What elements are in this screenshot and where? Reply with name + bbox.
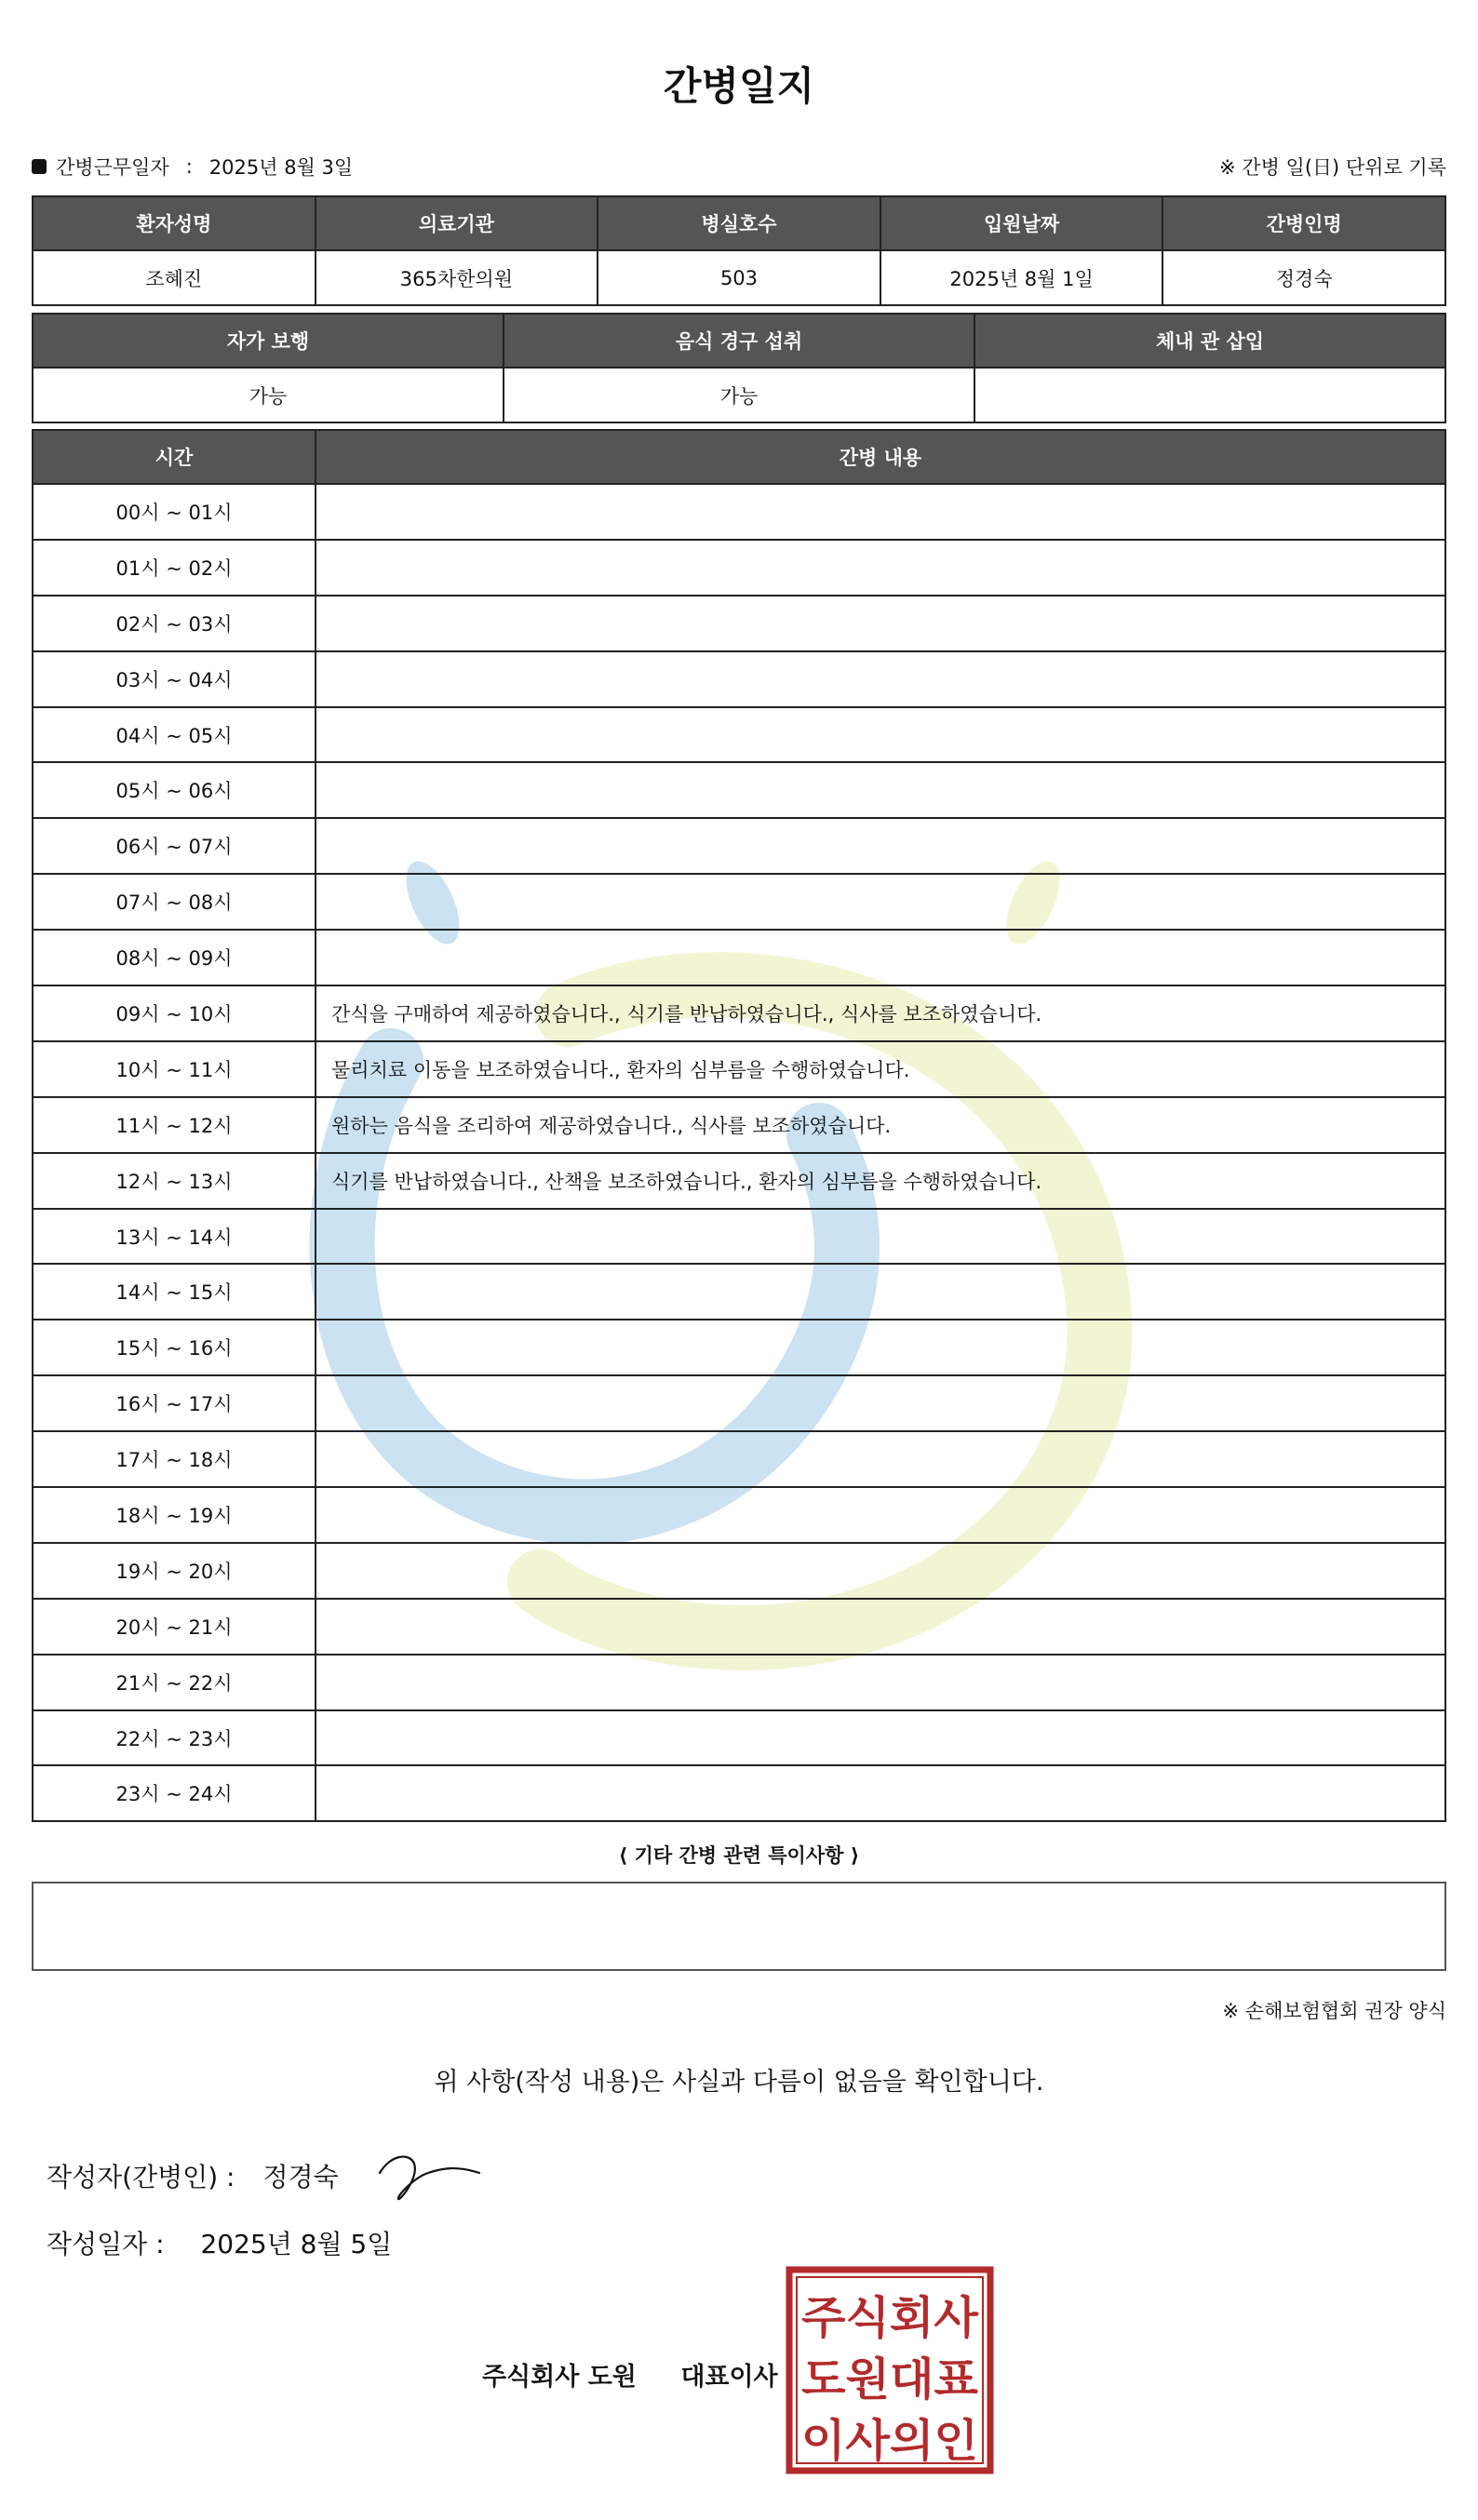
institution: 365차한의원 (316, 250, 598, 305)
care-content-cell (316, 651, 1445, 707)
table-row (33, 1543, 1445, 1599)
write-date-label: 작성일자 : (47, 2229, 165, 2259)
time-slot: 02시 ~ 03시 (33, 596, 316, 651)
header-self-walking: 자가 보행 (33, 314, 504, 368)
time-slot: 21시 ~ 22시 (33, 1655, 316, 1710)
table-row (33, 818, 1445, 874)
time-slot: 17시 ~ 18시 (33, 1431, 316, 1487)
work-date-separator: : (185, 155, 193, 178)
table-row (33, 1209, 1445, 1265)
care-content-cell: 원하는 음식을 조리하여 제공하였습니다., 식사를 보조하였습니다. (316, 1097, 1445, 1153)
handwritten-signature (372, 2145, 484, 2210)
care-log-body (33, 484, 1445, 1821)
care-content-cell (316, 1431, 1445, 1487)
time-slot: 18시 ~ 19시 (33, 1487, 316, 1543)
self-walking-value: 가능 (33, 368, 504, 422)
care-content-cell: 식기를 반납하였습니다., 산책을 보조하였습니다., 환자의 심부름을 수행하였습니다. (316, 1153, 1445, 1209)
time-slot: 20시 ~ 21시 (33, 1599, 316, 1655)
header-admission-date: 입원날짜 (880, 196, 1163, 250)
table-row (33, 1375, 1445, 1431)
care-content-cell (316, 1209, 1445, 1265)
care-content-cell (316, 484, 1445, 540)
care-content-cell (316, 818, 1445, 874)
header-caregiver-name: 간병인명 (1162, 196, 1445, 250)
time-slot: 07시 ~ 08시 (33, 874, 316, 930)
time-slot: 13시 ~ 14시 (33, 1209, 316, 1265)
time-slot: 12시 ~ 13시 (33, 1153, 316, 1209)
care-content-cell (316, 707, 1445, 763)
time-slot: 00시 ~ 01시 (33, 484, 316, 540)
table-row (33, 874, 1445, 930)
svg-text:이사의인: 이사의인 (801, 2415, 978, 2467)
time-slot: 04시 ~ 05시 (33, 707, 316, 763)
patient-status-table (32, 313, 1446, 423)
care-content-cell (316, 1599, 1445, 1655)
company-seal-stamp (786, 2266, 994, 2474)
care-content-cell (316, 596, 1445, 651)
table-row (33, 1097, 1445, 1153)
svg-text:도원대표: 도원대표 (801, 2353, 979, 2406)
time-slot: 05시 ~ 06시 (33, 762, 316, 818)
time-slot: 11시 ~ 12시 (33, 1097, 316, 1153)
time-slot: 22시 ~ 23시 (33, 1710, 316, 1766)
oral-intake-value: 가능 (504, 368, 974, 422)
table-row (33, 1320, 1445, 1375)
patient-info-table (32, 195, 1446, 306)
header-tube-insertion: 체내 관 삽입 (974, 314, 1445, 368)
write-date-value: 2025년 8월 5일 (200, 2229, 393, 2259)
special-notes-box (32, 1882, 1446, 1971)
caregiver-name: 정경숙 (1162, 250, 1445, 305)
care-content-cell (316, 540, 1445, 596)
care-content-cell (316, 1765, 1445, 1821)
time-slot: 01시 ~ 02시 (33, 540, 316, 596)
table-row (33, 762, 1445, 818)
header-oral-intake: 음식 경구 섭취 (504, 314, 974, 368)
time-slot: 09시 ~ 10시 (33, 985, 316, 1041)
header-time: 시간 (33, 430, 316, 484)
writer-label: 작성자(간병인) : (47, 2162, 235, 2192)
care-content-cell: 물리치료 이동을 보조하였습니다., 환자의 심부름을 수행하였습니다. (316, 1041, 1445, 1097)
table-row (33, 1041, 1445, 1097)
care-log-table (32, 429, 1446, 1822)
care-content-cell (316, 930, 1445, 985)
time-slot: 06시 ~ 07시 (33, 818, 316, 874)
table-row (33, 1487, 1445, 1543)
care-content-cell (316, 1320, 1445, 1375)
table-row (33, 1599, 1445, 1655)
writer-row (47, 2157, 339, 2194)
record-note: ※ 간병 일(日) 단위로 기록 (1219, 156, 1446, 179)
table-row (33, 1710, 1445, 1766)
special-notes-title: ⟨ 기타 간병 관련 특이사항 ⟩ (618, 1844, 860, 1867)
representative-title: 대표이사 (680, 2363, 778, 2392)
confirmation-statement: 위 사항(작성 내용)은 사실과 다름이 없음을 확인합니다. (434, 2068, 1044, 2097)
table-row (33, 1655, 1445, 1710)
header-institution: 의료기관 (316, 196, 598, 250)
page-title: 간병일지 (663, 63, 815, 109)
care-content-cell (316, 1543, 1445, 1599)
time-slot: 23시 ~ 24시 (33, 1765, 316, 1821)
time-slot: 10시 ~ 11시 (33, 1041, 316, 1097)
care-content-cell (316, 1655, 1445, 1710)
table-row (33, 540, 1445, 596)
care-content-cell: 간식을 구매하여 제공하였습니다., 식기를 반납하였습니다., 식사를 보조하였습니다. (316, 985, 1445, 1041)
time-slot: 19시 ~ 20시 (33, 1543, 316, 1599)
table-row (33, 1431, 1445, 1487)
time-slot: 14시 ~ 15시 (33, 1264, 316, 1320)
work-date-label: 간병근무일자 (56, 156, 169, 179)
care-content-cell (316, 874, 1445, 930)
work-date-value: 2025년 8월 3일 (208, 156, 354, 179)
patient-name: 조혜진 (33, 250, 316, 305)
care-content-cell (316, 1710, 1445, 1766)
work-date-row (32, 153, 353, 181)
table-row (33, 1153, 1445, 1209)
table-row (33, 1765, 1445, 1821)
table-row (33, 707, 1445, 763)
table-row (33, 596, 1445, 651)
care-content-cell (316, 1375, 1445, 1431)
association-note: ※ 손해보험협회 권장 양식 (1222, 2000, 1446, 2022)
company-signature-line (482, 2356, 778, 2393)
care-content-cell (316, 1264, 1445, 1320)
tube-insertion-value (974, 368, 1445, 422)
admission-date: 2025년 8월 1일 (880, 250, 1163, 305)
header-care-content: 간병 내용 (316, 430, 1445, 484)
company-name: 주식회사 도원 (482, 2363, 637, 2392)
svg-text:주식회사: 주식회사 (801, 2292, 979, 2344)
time-slot: 08시 ~ 09시 (33, 930, 316, 985)
writer-name: 정경숙 (262, 2162, 339, 2192)
room-number: 503 (598, 250, 880, 305)
table-row (33, 651, 1445, 707)
square-bullet-icon (32, 159, 47, 174)
table-row (33, 484, 1445, 540)
care-content-cell (316, 762, 1445, 818)
time-slot: 16시 ~ 17시 (33, 1375, 316, 1431)
write-date-row (47, 2224, 392, 2261)
table-row (33, 985, 1445, 1041)
header-room-number: 병실호수 (598, 196, 880, 250)
time-slot: 15시 ~ 16시 (33, 1320, 316, 1375)
header-patient-name: 환자성명 (33, 196, 316, 250)
table-row (33, 930, 1445, 985)
time-slot: 03시 ~ 04시 (33, 651, 316, 707)
care-content-cell (316, 1487, 1445, 1543)
table-row (33, 1264, 1445, 1320)
